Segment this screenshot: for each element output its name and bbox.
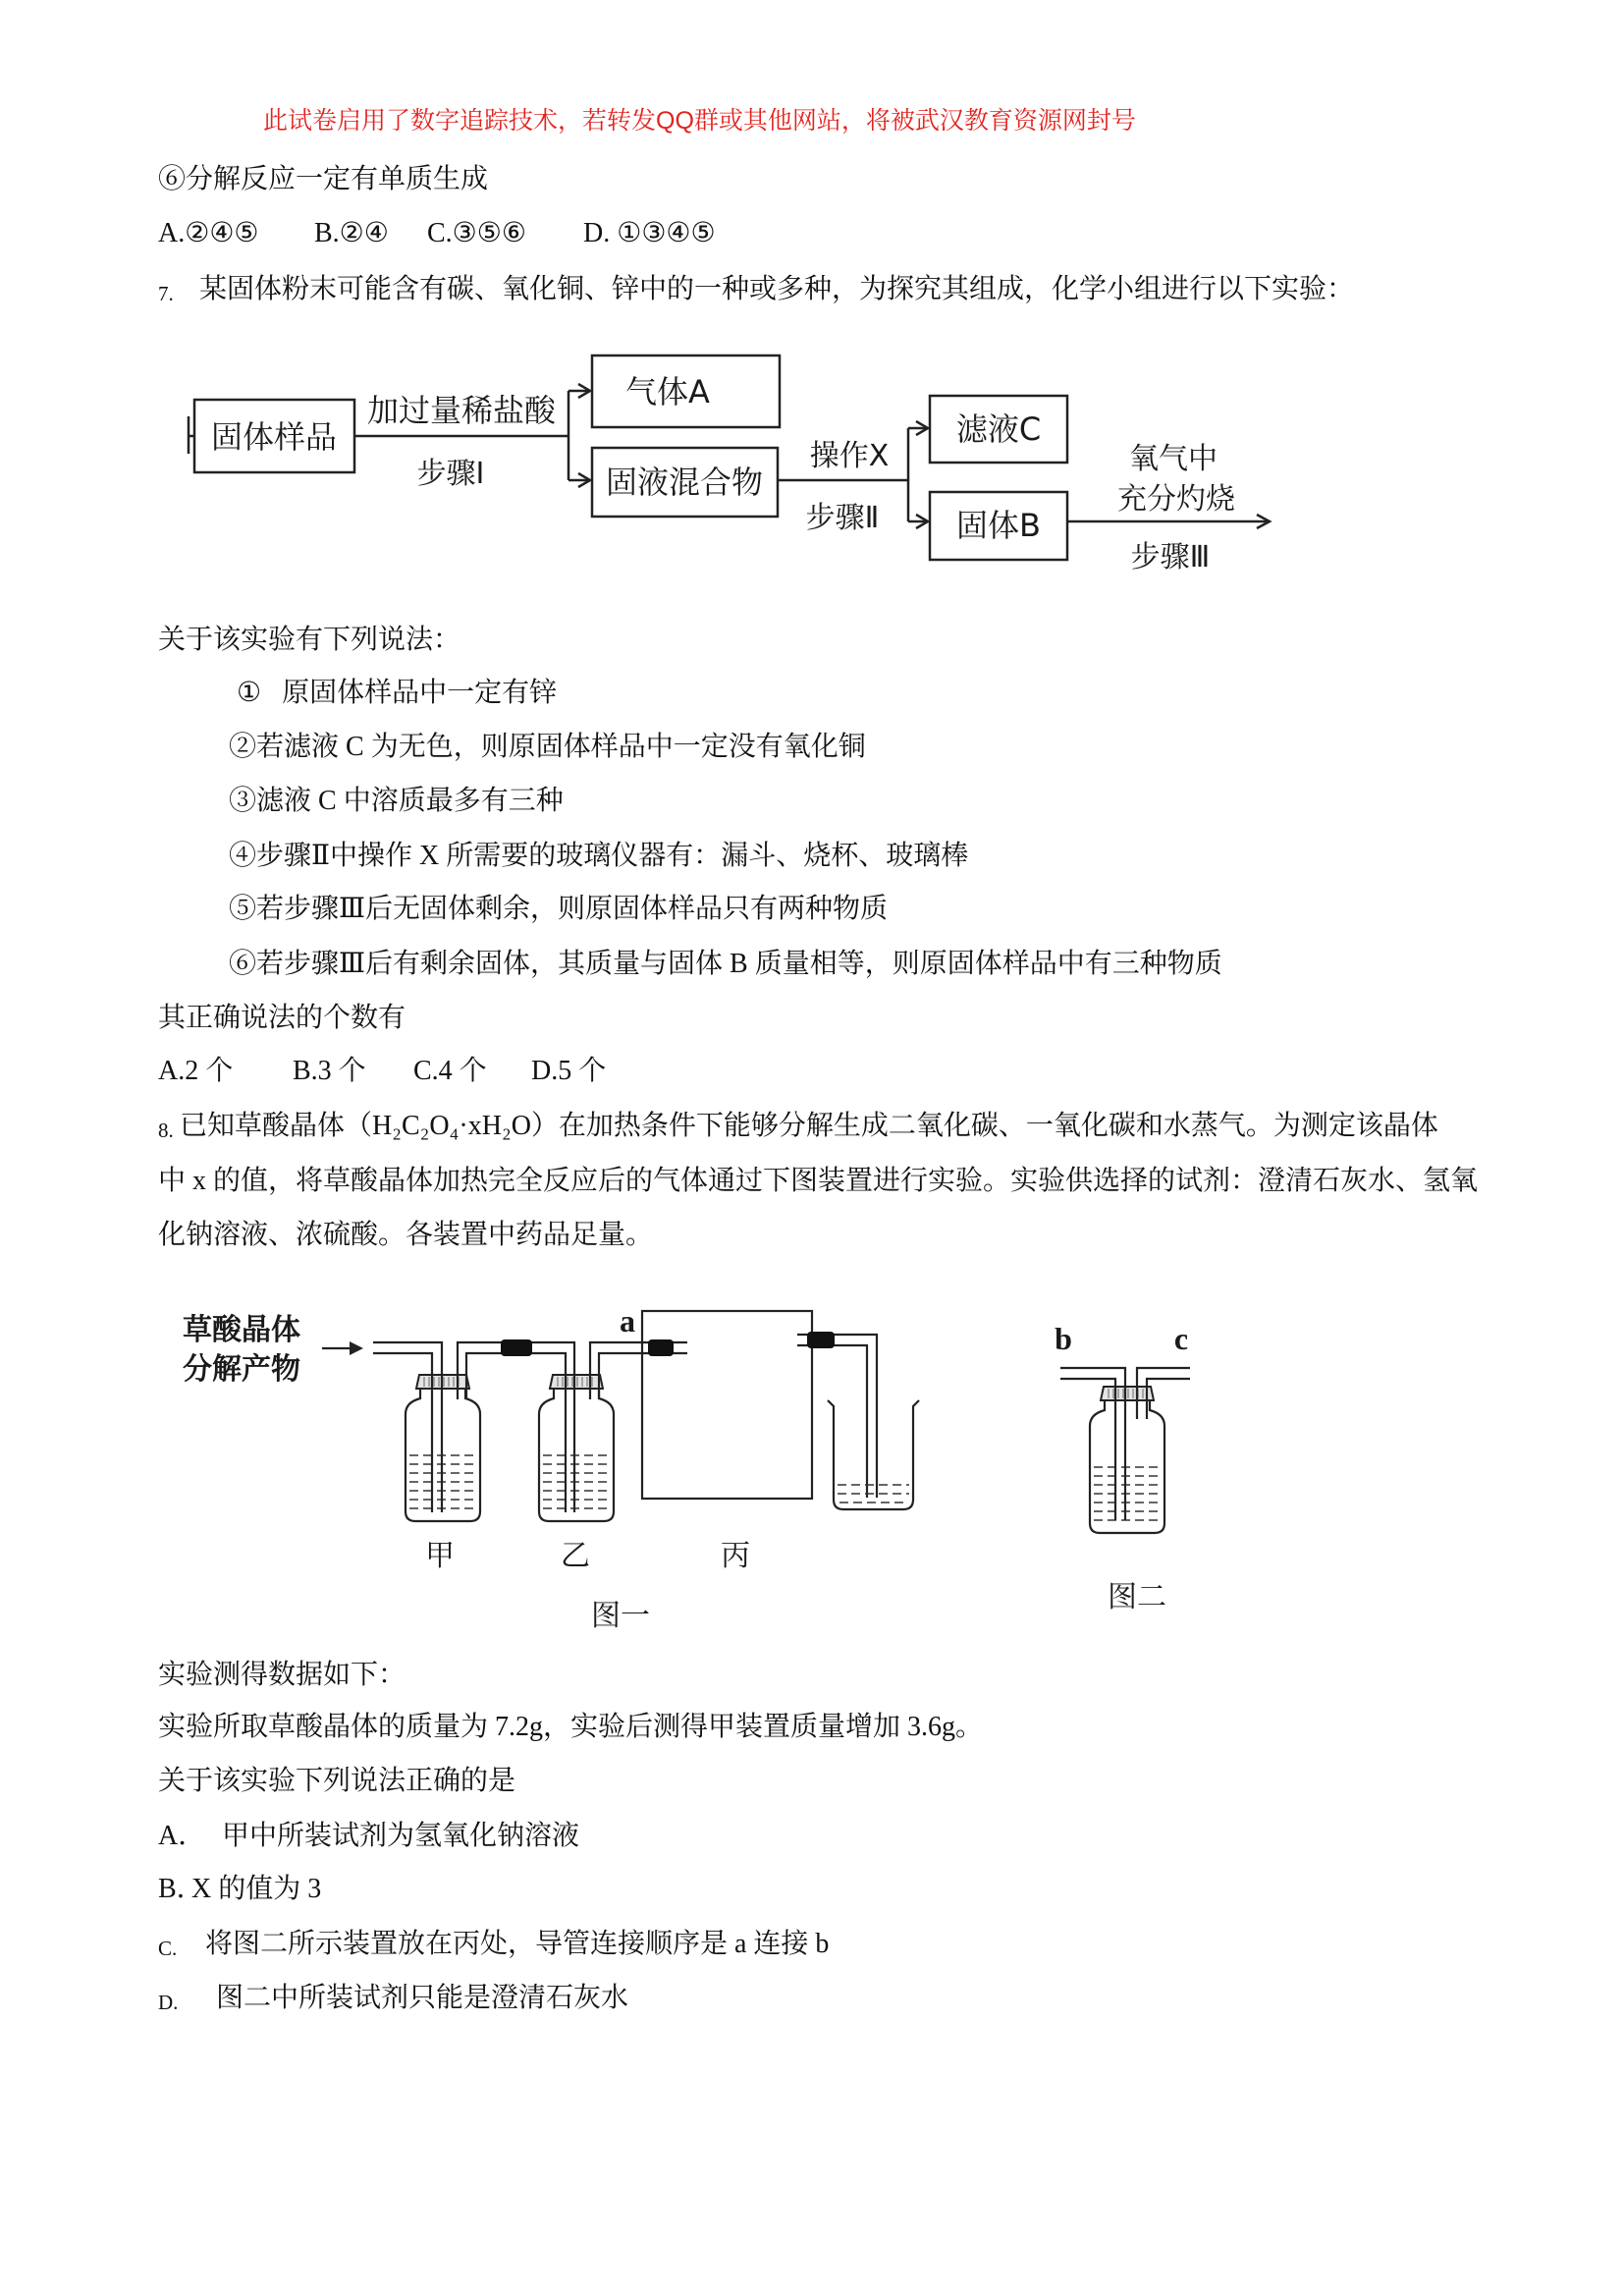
- flow-label-filtrate: 滤液C: [955, 410, 1042, 448]
- flow-label-mixture: 固液混合物: [605, 464, 764, 501]
- q8-data-text: 实验所取草酸晶体的质量为 7.2g，实验后测得甲装置质量增加 3.6g。: [158, 1712, 984, 1742]
- port-a-label: a: [620, 1303, 635, 1339]
- statement-text: 若步骤Ⅲ后无固体剩余，则原固体样品只有两种物质: [256, 894, 889, 924]
- flow-label-step2: 步骤Ⅱ: [805, 501, 880, 535]
- flow-label-solid: 固体B: [956, 507, 1041, 544]
- tube-outlet-jia: [466, 1353, 503, 1399]
- q8-stem-line-2: 中 x 的值，将草酸晶体加热完全反应后的气体通过下图装置进行实验。实验供选择的试剂：澄清石灰水、氢氧: [158, 1166, 1479, 1196]
- q7-option-c: C.4 个: [413, 1056, 487, 1086]
- box-bing: [642, 1311, 812, 1499]
- q7-option-b: B.3 个: [293, 1056, 366, 1086]
- flowchart-diagram: [177, 344, 1286, 589]
- q7-stem-line: [158, 273, 1533, 306]
- q6-option-c: C.③⑤⑥: [427, 218, 526, 248]
- rubber-connector: [501, 1339, 532, 1356]
- rubber-connector: [807, 1332, 835, 1348]
- flow-label-reagent: 加过量稀盐酸: [366, 392, 557, 429]
- q6-option-d: D. ①③④⑤: [583, 218, 716, 248]
- flow-label-step3: 步骤Ⅲ: [1130, 540, 1211, 574]
- inlet-label-1: 草酸晶体: [183, 1313, 300, 1347]
- flow-label-condition-2: 充分灼烧: [1117, 482, 1235, 517]
- q7-statement-3: [229, 785, 564, 818]
- q6-option-b: B.②④: [314, 218, 389, 248]
- option-label: C.: [158, 1937, 178, 1960]
- statement-text: 原固体样品中一定有锌: [282, 678, 558, 708]
- statement-marker: ②: [229, 732, 257, 762]
- q8-option-d: [158, 1982, 1042, 2015]
- q7-stem: 某固体粉末可能含有碳、氧化铜、锌中的一种或多种，为探究其组成，化学小组进行以下实验：: [199, 274, 1355, 304]
- q7-statement-5: [229, 893, 888, 926]
- q8-prompt: 关于该实验下列说法正确的是: [158, 1766, 516, 1796]
- q8-data-intro: 实验测得数据如下：: [158, 1660, 406, 1690]
- q7-statement-2: [229, 731, 866, 764]
- statement-text: 步骤Ⅱ中操作 X 所需要的玻璃仪器有：漏斗、烧杯、玻璃棒: [256, 841, 969, 871]
- rubber-connector: [648, 1339, 674, 1356]
- statement-text: 若步骤Ⅲ后有剩余固体，其质量与固体 B 质量相等，则原固体样品中有三种物质: [256, 949, 1222, 979]
- option-label: A．: [158, 1821, 206, 1851]
- q8-stem-text: 已知草酸晶体（H₂C₂O₄·xH₂O）在加热条件下能够分解生成二氧化碳、一氧化碳和水蒸气。为测定该晶体: [180, 1111, 1438, 1141]
- statement-marker: ④: [229, 841, 257, 871]
- q8-stem-line-1: [158, 1110, 1552, 1143]
- option-text: 将图二所示装置放在丙处，导管连接顺序是 a 连接 b: [205, 1929, 830, 1959]
- q7-option-d: D.5 个: [531, 1056, 607, 1086]
- bottle-fig2: [1090, 1387, 1164, 1533]
- label-yi: 乙: [561, 1539, 590, 1573]
- q7-statement-1: [237, 677, 557, 710]
- option-label: D.: [158, 1991, 179, 2014]
- statement-marker: ⑥: [229, 949, 257, 979]
- flow-label-operation: 操作X: [809, 439, 890, 473]
- q6-options: [158, 217, 845, 250]
- q7-prompt: 其正确说法的个数有: [158, 1003, 406, 1033]
- statement-marker: ⑤: [229, 894, 257, 924]
- flow-label-sample: 固体样品: [210, 418, 338, 456]
- flow-label-gas: 气体A: [625, 373, 710, 410]
- q8-option-a: [158, 1820, 1042, 1853]
- apparatus-figure: [147, 1286, 1237, 1650]
- port-c-label: c: [1173, 1321, 1189, 1356]
- option-text: 甲中所装试剂为氢氧化钠溶液: [222, 1821, 580, 1851]
- q7-statement-6: [229, 948, 1222, 981]
- q6-statement-6: ⑥分解反应一定有单质生成: [158, 164, 489, 194]
- bottle-yi: [539, 1375, 614, 1521]
- inlet-arrowhead: [350, 1341, 363, 1355]
- statement-marker: ③: [229, 786, 257, 816]
- caption-figure-2: 图二: [1108, 1580, 1166, 1614]
- q6-option-a: A.②④⑤: [158, 218, 259, 248]
- statement-marker: ①: [237, 678, 262, 708]
- label-jia: 甲: [425, 1539, 455, 1573]
- option-text: 图二中所装试剂只能是澄清石灰水: [216, 1983, 629, 2013]
- tube-outlet-bing: [797, 1335, 877, 1498]
- statement-text: 滤液 C 中溶质最多有三种: [256, 786, 564, 816]
- q7-option-a: A.2 个: [158, 1056, 234, 1086]
- flow-label-step1: 步骤Ⅰ: [416, 457, 485, 491]
- q8-option-b: [158, 1873, 1042, 1906]
- port-b-label: b: [1055, 1321, 1072, 1356]
- q8-option-c: [158, 1928, 1140, 1961]
- q8-number: 8.: [158, 1119, 174, 1142]
- q8-stem-line-3: 化钠溶液、浓硫酸。各装置中药品足量。: [158, 1220, 654, 1250]
- q7-number: 7.: [158, 282, 174, 305]
- statement-text: 若滤液 C 为无色，则原固体样品中一定没有氧化铜: [256, 732, 866, 762]
- tracking-notice: 此试卷启用了数字追踪技术，若转发QQ群或其他网站，将被武汉教育资源网封号: [263, 107, 1136, 135]
- option-text: X 的值为 3: [191, 1874, 322, 1904]
- flow-label-condition-1: 氧气中: [1129, 442, 1218, 476]
- label-bing: 丙: [721, 1539, 750, 1573]
- q7-intro: 关于该实验有下列说法：: [158, 625, 461, 655]
- tube-outlet-bing: [797, 1345, 867, 1498]
- q7-statement-4: [229, 840, 968, 873]
- inlet-label-2: 分解产物: [183, 1352, 300, 1387]
- q7-options: [158, 1055, 747, 1088]
- option-label: B．: [158, 1874, 204, 1904]
- caption-figure-1: 图一: [591, 1599, 650, 1633]
